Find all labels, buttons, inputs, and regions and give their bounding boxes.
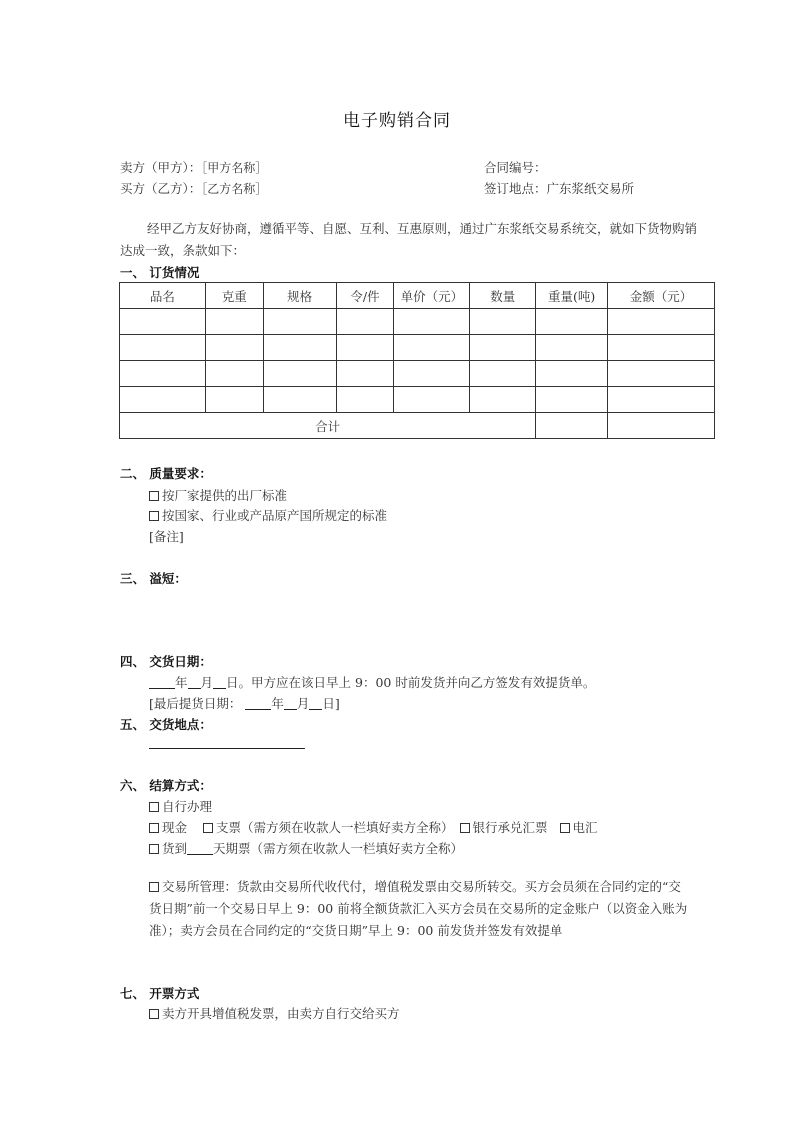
table-cell[interactable] <box>120 335 206 361</box>
table-cell[interactable] <box>263 387 336 413</box>
section2-heading: 二、 质量要求： <box>120 466 212 481</box>
payment-self-handle[interactable] <box>149 797 212 815</box>
table-cell[interactable] <box>394 387 470 413</box>
seller-label: 卖方（甲方）： <box>120 160 202 175</box>
bank-draft-checkbox[interactable] <box>460 823 470 833</box>
last-pickup-label: [最后提货日期： <box>149 696 242 711</box>
table-cell[interactable] <box>394 361 470 387</box>
table-cell[interactable] <box>120 309 206 335</box>
table-cell[interactable] <box>205 387 263 413</box>
exchange-managed-text: 交易所管理：货款由交易所代收代付，增值税发票由交易所转交。买方会员须在合同约定的“交货日期”前一个交易日早上 9：00 前将全额货款汇入买方会员在交易所的定金账户（以资金入账为准）；卖方会员在合同约定的“交货日期”早上 9：00 前发货并签发有效提单 <box>149 879 688 938</box>
seller-line <box>120 158 267 176</box>
header-cell: 数量 <box>470 283 536 309</box>
day-blank[interactable] <box>213 676 226 689</box>
month-blank[interactable] <box>188 676 201 689</box>
table-row <box>120 309 715 335</box>
arrival-prefix: 货到 <box>162 841 188 856</box>
exchange-managed-option <box>149 876 689 942</box>
total-weight-cell[interactable] <box>536 413 608 439</box>
table-cell[interactable] <box>205 335 263 361</box>
table-row <box>120 335 715 361</box>
invoice-option[interactable] <box>149 1004 400 1022</box>
pickup-month-blank[interactable] <box>284 697 297 710</box>
document-title: 电子购销合同 <box>343 111 451 131</box>
pickup-month-label: 月 <box>296 696 310 711</box>
table-cell[interactable] <box>120 361 206 387</box>
arrival-suffix: 天期票（需方须在收款人一栏填好卖方全称） <box>213 841 464 856</box>
table-cell[interactable] <box>120 387 206 413</box>
month-label: 月 <box>200 675 214 690</box>
payment-methods-line <box>149 818 598 836</box>
sign-place-label: 签订地点： <box>484 181 547 196</box>
table-cell[interactable] <box>536 387 608 413</box>
seller-name[interactable]: ［甲方名称］ <box>201 161 268 175</box>
cash-checkbox[interactable] <box>149 823 159 833</box>
table-cell[interactable] <box>470 309 536 335</box>
quality-option-2-label: 按国家、行业或产品原产国所规定的标准 <box>162 508 388 523</box>
quality-option-2[interactable] <box>149 506 387 524</box>
pickup-day-label: 日] <box>322 696 340 711</box>
header-cell: 单价（元） <box>394 283 470 309</box>
cheque-checkbox[interactable] <box>203 823 213 833</box>
header-cell: 金额（元） <box>608 283 715 309</box>
checkbox[interactable] <box>149 511 159 521</box>
exchange-checkbox[interactable] <box>149 882 159 892</box>
table-cell[interactable] <box>205 361 263 387</box>
delivery-statement: 。甲方应在该日早上 9：00 时前发货并向乙方签发有效提货单。 <box>238 675 596 690</box>
wire-checkbox[interactable] <box>560 823 570 833</box>
checkbox[interactable] <box>149 1009 159 1019</box>
header-cell: 规格 <box>263 283 336 309</box>
table-cell[interactable] <box>336 309 394 335</box>
cheque-label: 支票（需方须在收款人一栏填好卖方全称） <box>216 820 454 835</box>
order-table <box>119 282 715 439</box>
intro-paragraph: 经甲乙方友好协商，遵循平等、自愿、互利、互惠原则，通过广东浆纸交易系统交，就如下货物购销达成一致，条款如下： <box>120 221 698 258</box>
table-cell[interactable] <box>470 335 536 361</box>
self-handle-label: 自行办理 <box>162 799 213 814</box>
table-cell[interactable] <box>608 309 715 335</box>
year-label: 年 <box>175 675 188 690</box>
last-pickup-line <box>149 694 340 712</box>
buyer-name[interactable]: ［乙方名称］ <box>201 182 268 196</box>
cash-label: 现金 <box>162 820 188 835</box>
sign-place-value: 广东浆纸交易所 <box>546 181 635 196</box>
days-blank[interactable] <box>187 842 213 855</box>
wire-label: 电汇 <box>572 820 598 835</box>
table-row <box>120 387 715 413</box>
header-cell: 重量(吨) <box>536 283 608 309</box>
payment-arrival-line <box>149 839 463 857</box>
buyer-label: 买方（乙方）： <box>120 181 202 196</box>
sign-place-line <box>484 179 634 197</box>
total-label: 合计 <box>120 413 536 439</box>
table-cell[interactable] <box>536 309 608 335</box>
table-cell[interactable] <box>536 335 608 361</box>
table-cell[interactable] <box>394 309 470 335</box>
header-cell: 品名 <box>120 283 206 309</box>
checkbox[interactable] <box>149 491 159 501</box>
delivery-place-blank[interactable] <box>149 748 305 749</box>
year-blank[interactable] <box>149 676 175 689</box>
section3-heading: 三、 溢短： <box>120 571 187 586</box>
table-cell[interactable] <box>263 335 336 361</box>
table-cell[interactable] <box>608 387 715 413</box>
section4-heading: 四、 交货日期： <box>120 654 212 669</box>
table-cell[interactable] <box>263 361 336 387</box>
arrival-checkbox[interactable] <box>149 844 159 854</box>
table-cell[interactable] <box>394 335 470 361</box>
quality-option-1-label: 按厂家提供的出厂标准 <box>162 488 288 503</box>
table-cell[interactable] <box>263 309 336 335</box>
checkbox[interactable] <box>149 802 159 812</box>
table-row <box>120 361 715 387</box>
section6-heading: 六、 结算方式： <box>120 778 212 793</box>
table-cell[interactable] <box>608 361 715 387</box>
table-cell[interactable] <box>336 335 394 361</box>
day-label: 日 <box>226 675 239 690</box>
header-cell: 令/件 <box>336 283 394 309</box>
buyer-line <box>120 179 267 197</box>
contract-no-label: 合同编号： <box>484 160 547 175</box>
pickup-year-blank[interactable] <box>245 697 271 710</box>
quality-option-1[interactable] <box>149 486 287 504</box>
table-cell[interactable] <box>470 361 536 387</box>
table-cell[interactable] <box>336 361 394 387</box>
section7-heading: 七、 开票方式 <box>120 986 200 1001</box>
total-amount-cell[interactable] <box>608 413 715 439</box>
table-header-row <box>120 283 715 309</box>
header-cell: 克重 <box>205 283 263 309</box>
section5-heading: 五、 交货地点： <box>120 717 212 732</box>
table-cell[interactable] <box>470 387 536 413</box>
pickup-year-label: 年 <box>271 696 284 711</box>
delivery-date-line <box>149 673 595 691</box>
table-cell[interactable] <box>608 335 715 361</box>
table-cell[interactable] <box>205 309 263 335</box>
table-cell[interactable] <box>536 361 608 387</box>
table-cell[interactable] <box>336 387 394 413</box>
pickup-day-blank[interactable] <box>309 697 322 710</box>
invoice-option-label: 卖方开具增值税发票，由卖方自行交给买方 <box>162 1006 400 1021</box>
section1-heading: 一、 订货情况 <box>120 265 200 280</box>
bank-draft-label: 银行承兑汇票 <box>472 820 548 835</box>
quality-note[interactable]: [备注] <box>149 529 184 544</box>
table-total-row <box>120 413 715 439</box>
